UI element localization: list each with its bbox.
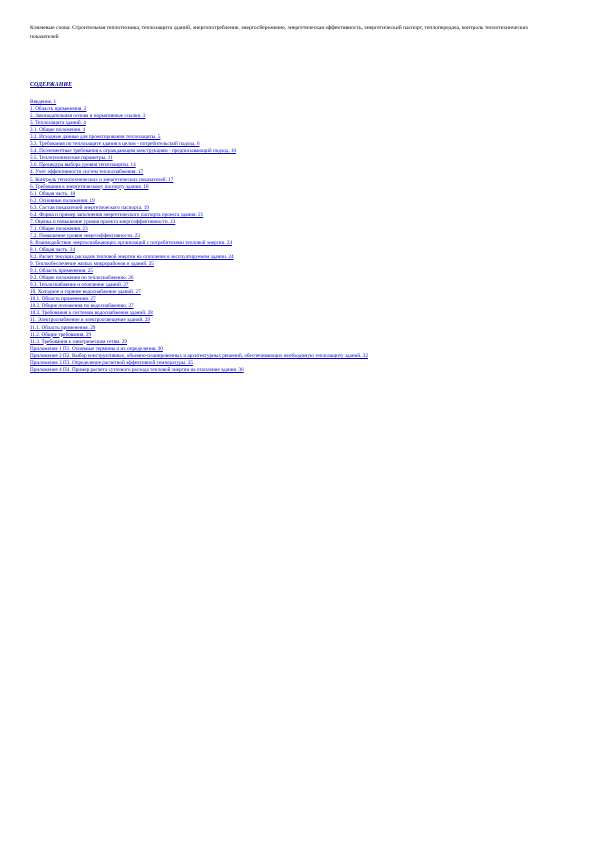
toc-link[interactable]: 3. Теплозащита зданий. 4 (30, 120, 86, 127)
toc-link[interactable]: 8.2. Расчет текущих расходов тепловой энергии на отопление в эксплуатируемом здании. 24 (30, 254, 234, 261)
toc-link[interactable]: 11.1. Область применения. 29 (30, 324, 96, 331)
keywords-paragraph: Ключевые слова: Строительная теплотехника, теплозащита зданий, энергопотребление, энергосбережение, энергетическая эффективность, энергетический паспорт, теплопередача, контроль теплотехнических показателей (30, 25, 529, 40)
toc-link[interactable]: 5. Контроль теплотехнических и энергетических показателей. 17 (30, 176, 174, 183)
toc-link[interactable]: Приложение 1 П1. Основные термины и их определения. 30 (30, 345, 163, 352)
toc-link[interactable]: 3.4. Поэлементные требования к ограждающим конструкциям - предписывающий подход. 10 (30, 148, 237, 155)
toc-link[interactable]: 3.3. Требования по теплозащите здания в целом - потребительский подход. 6 (30, 141, 200, 148)
toc-link[interactable]: 9. Теплообеспечение жилых микрорайонов и зданий. 25 (30, 261, 154, 268)
toc-link[interactable]: 9.2. Общие положения по теплоснабжению. 26 (30, 275, 134, 282)
toc-link[interactable]: 7.2. Повышение уровня энергоэффективности. 23 (30, 232, 140, 239)
toc-link[interactable]: 3.2. Исходные данные для проектирования теплозащиты. 5 (30, 134, 161, 141)
toc-link[interactable]: 6. Требования к энергетическому паспорту здания. 18 (30, 183, 149, 190)
toc-link[interactable]: 3.1. Общие положения. 4 (30, 127, 86, 134)
toc-link[interactable]: Введение. 1 (30, 99, 57, 105)
toc-link[interactable]: 3.5. Теплотехнические параметры. 11 (30, 155, 113, 162)
toc-link[interactable]: 10.2. Общие положения по водоснабжению. 27 (30, 303, 134, 310)
toc-link[interactable]: 10.1. Область применения. 27 (30, 296, 96, 303)
toc-link[interactable]: 1. Область применения. 2 (30, 106, 87, 113)
toc-link[interactable]: 10. Холодное и горячее водоснабжение зданий. 27 (30, 289, 141, 296)
toc-link[interactable]: 11. Электроснабжение и электроосвещение зданий. 29 (30, 317, 151, 324)
toc-link[interactable]: 8. Взаимодействие энергоснабжающих организаций с потребителями тепловой энергии. 24 (30, 239, 233, 246)
toc-link[interactable]: Приложение 2 П2. Выбор конструктивных, объемно-планировочных и архитектурных решений, обеспечивающих необходимую теплозащиту зданий. 32 (30, 352, 368, 359)
table-of-contents (30, 99, 570, 374)
toc-link[interactable]: 9.1. Область применения. 25 (30, 268, 93, 275)
toc-link[interactable]: 6.4. Форма и пример заполнения энергетического паспорта проекта здания. 21 (30, 211, 204, 218)
toc-link[interactable]: 6.3. Состав показателей энергетического паспорта. 19 (30, 204, 149, 211)
toc-link[interactable]: 8.1. Общая часть. 24 (30, 246, 76, 253)
toc-link[interactable]: 4. Учет эффективности систем теплоснабжения. 17 (30, 169, 144, 176)
toc-link[interactable]: 2. Законодательная основа и нормативные ссылки. 3 (30, 113, 146, 120)
toc-link[interactable]: 7. Оценка и повышение уровня проекта энергоэффективности. 23 (30, 218, 176, 225)
toc-link[interactable]: 10.3. Требования к системам водоснабжения зданий. 28 (30, 310, 153, 317)
toc-heading: СОДЕРЖАНИЕ (30, 82, 73, 88)
toc-link[interactable]: 6.2. Основные положения. 19 (30, 197, 95, 204)
toc-link[interactable]: 11.3. Требования к электрическим сетям. 29 (30, 338, 128, 345)
toc-link[interactable]: 9.3. Теплоснабжение и отопление зданий. 27 (30, 282, 129, 289)
toc-link[interactable]: 6.1. Общая часть. 18 (30, 190, 76, 197)
toc-link[interactable]: 3.6. Процедура выбора уровня теплозащиты. 14 (30, 162, 136, 169)
toc-link[interactable]: Приложение 3 П3. Определение расчетной эффективной температуры. 35 (30, 359, 193, 366)
toc-link[interactable]: 11.2. Общие требования. 29 (30, 331, 92, 338)
toc-link[interactable]: Приложение 4 П4. Пример расчета суточного расхода тепловой энергии на отопление здания. 36 (30, 366, 244, 373)
toc-link[interactable]: 7.1. Общие положения. 23 (30, 225, 88, 232)
